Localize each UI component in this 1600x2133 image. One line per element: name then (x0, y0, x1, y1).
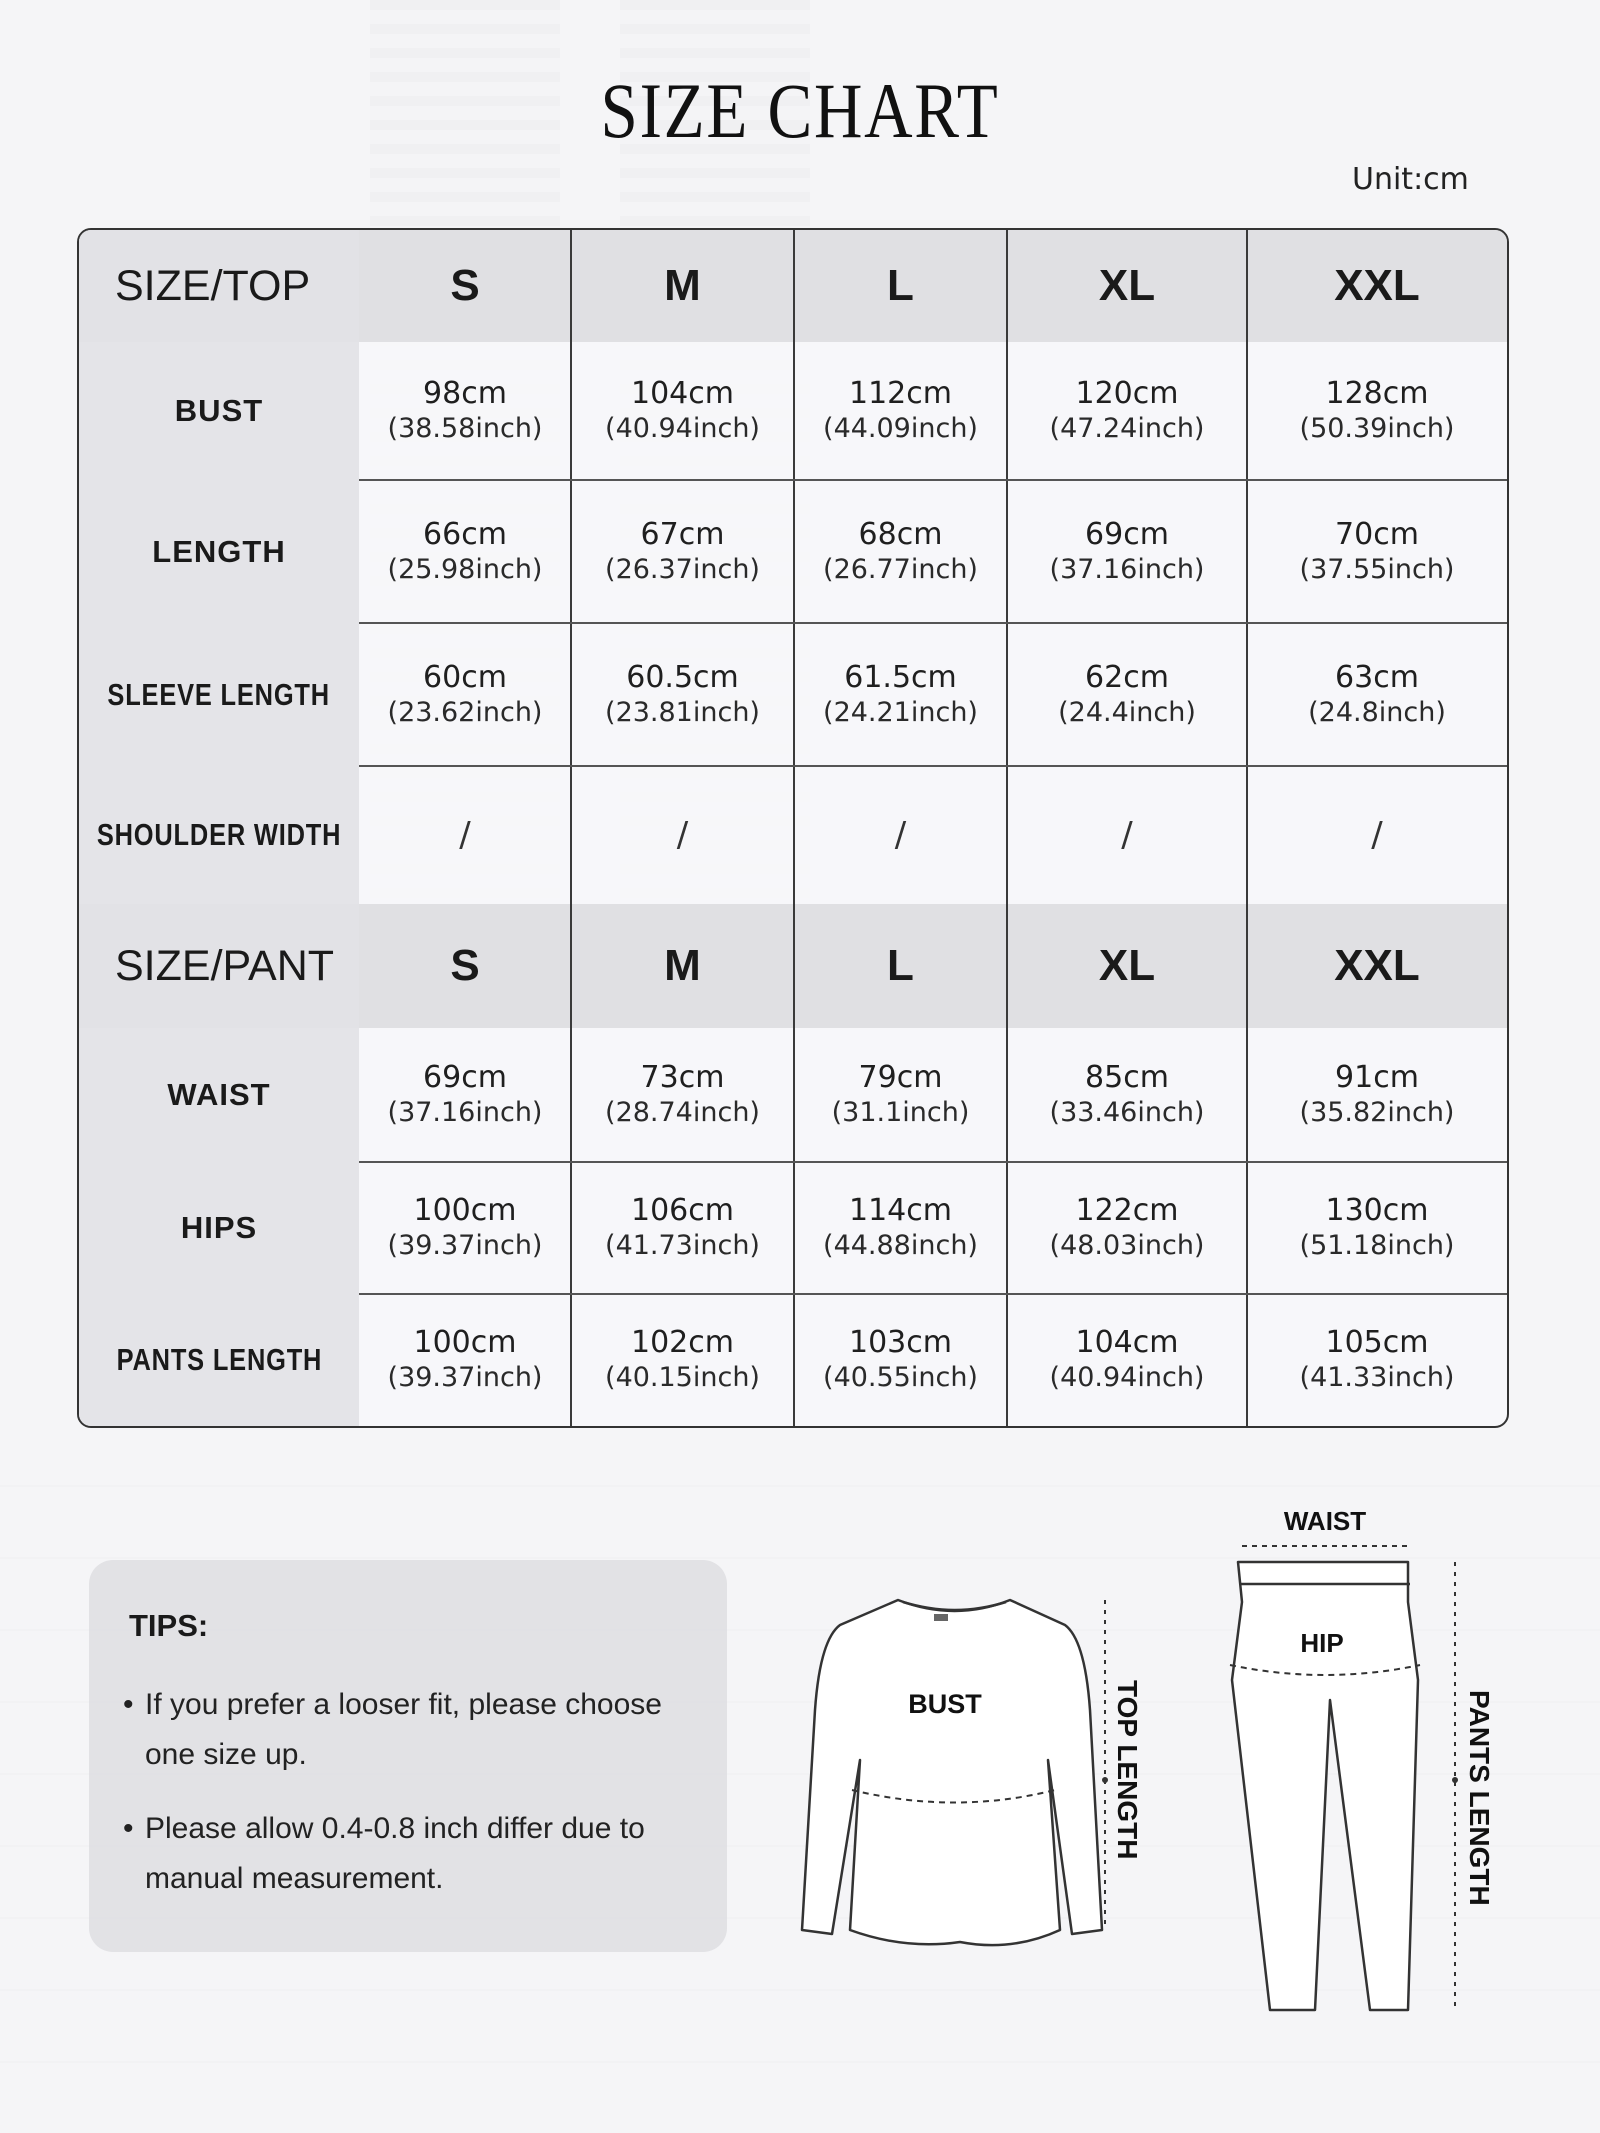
inch-value: (24.8inch) (1308, 696, 1446, 728)
inch-value: (40.15inch) (605, 1362, 760, 1393)
cm-value: 100cm (413, 1193, 517, 1228)
cm-value: 68cm (858, 516, 943, 552)
size-column-header (794, 904, 1007, 1028)
cm-value: 79cm (858, 1060, 943, 1095)
table-cell (794, 480, 1007, 623)
tip-item (123, 1804, 703, 1904)
cm-value: 114cm (849, 1193, 952, 1228)
cm-value: 67cm (640, 516, 725, 552)
measurement-label (79, 623, 359, 766)
inch-value: (26.37inch) (605, 553, 760, 585)
table-cell (571, 1028, 794, 1162)
measurement-label (79, 342, 359, 480)
cm-value: 60cm (423, 659, 507, 695)
measurement-label-text: HIPS (180, 1210, 258, 1245)
table-cell (794, 623, 1007, 766)
cm-value: 100cm (413, 1325, 517, 1360)
cm-value: 63cm (1335, 659, 1419, 695)
inch-value: (44.09inch) (823, 413, 978, 444)
table-cell (1007, 342, 1247, 480)
table-cell (571, 623, 794, 766)
shirt-icon (802, 1600, 1102, 1945)
cm-value: 98cm (423, 376, 507, 411)
size-column-header (571, 230, 794, 342)
cm-value: 73cm (640, 1060, 725, 1095)
measurement-label (79, 1162, 359, 1294)
inch-value: (25.98inch) (387, 553, 543, 585)
table-cell (571, 1162, 794, 1294)
size-header-label (79, 230, 359, 342)
inch-value: (31.1inch) (831, 1097, 970, 1128)
top-length-marker (1102, 1777, 1108, 1783)
table-cell (794, 766, 1007, 904)
column-divider (1006, 230, 1008, 1426)
inch-value: (50.39inch) (1299, 413, 1455, 444)
column-divider (793, 230, 795, 1426)
table-cell (359, 1028, 571, 1162)
cm-value: 130cm (1325, 1193, 1429, 1228)
tip-text: If you prefer a looser fit, please choose one size up. (145, 1688, 662, 1771)
table-cell (1247, 1294, 1507, 1426)
waist-label: WAIST (1283, 1506, 1367, 1536)
cm-value: 60.5cm (626, 659, 739, 695)
not-applicable-mark: / (1121, 815, 1133, 855)
not-applicable-mark: / (676, 815, 689, 855)
table-cell (1007, 1028, 1247, 1162)
pants-length-label: PANTS LENGTH (1464, 1690, 1495, 1906)
measurement-label (79, 1028, 359, 1162)
table-cell (794, 1294, 1007, 1426)
measurement-label-text: PANTS LENGTH (116, 1342, 322, 1377)
row-divider (359, 1293, 1507, 1295)
row-divider (359, 622, 1507, 624)
inch-value: (37.55inch) (1299, 553, 1455, 585)
measurement-label (79, 480, 359, 623)
pants-length-marker (1452, 1777, 1458, 1783)
table-cell (571, 342, 794, 480)
tips-box (89, 1560, 727, 1952)
table-cell (1007, 480, 1247, 623)
measurement-label-text: LENGTH (152, 533, 286, 569)
table-cell (1247, 766, 1507, 904)
inch-value: (23.62inch) (387, 696, 543, 728)
size-label: L (887, 261, 914, 310)
hip-label: HIP (1300, 1628, 1344, 1658)
inch-value: (41.33inch) (1299, 1362, 1455, 1393)
not-applicable-mark: / (459, 815, 471, 855)
measurement-label-text: SLEEVE LENGTH (107, 676, 331, 712)
cm-value: 112cm (849, 376, 952, 411)
garment-measurement-diagram (780, 1490, 1540, 2030)
cm-value: 61.5cm (844, 659, 957, 695)
table-cell (359, 480, 571, 623)
inch-value: (23.81inch) (605, 696, 760, 728)
cm-value: 104cm (1075, 1325, 1179, 1360)
unit-label: Unit:cm (1352, 162, 1469, 197)
cm-value: 91cm (1335, 1060, 1419, 1095)
table-cell (359, 1162, 571, 1294)
measurement-label-text: SHOULDER WIDTH (96, 817, 342, 852)
table-cell (571, 480, 794, 623)
cm-value: 104cm (631, 376, 734, 411)
cm-value: 128cm (1325, 376, 1429, 411)
column-divider (1246, 230, 1248, 1426)
cm-value: 62cm (1085, 659, 1169, 695)
size-column-header (1007, 904, 1247, 1028)
cm-value: 106cm (631, 1193, 734, 1228)
table-cell (1007, 766, 1247, 904)
size-column-header (359, 230, 571, 342)
table-cell (1007, 1162, 1247, 1294)
bullet-icon: • (123, 1688, 134, 1721)
size-label: S (450, 941, 480, 990)
cm-value: 103cm (849, 1325, 952, 1360)
size-header-text: SIZE/PANT (115, 941, 335, 990)
table-cell (1247, 342, 1507, 480)
size-label: XL (1098, 261, 1156, 310)
measurement-label (79, 1294, 359, 1426)
cm-value: 70cm (1335, 516, 1419, 552)
inch-value: (38.58inch) (387, 413, 543, 444)
table-cell (1247, 1028, 1507, 1162)
inch-value: (33.46inch) (1049, 1097, 1205, 1128)
size-column-header (1007, 230, 1247, 342)
row-divider (359, 1161, 1507, 1163)
cm-value: 122cm (1075, 1193, 1179, 1228)
column-divider (570, 230, 572, 1426)
size-label: S (450, 261, 480, 310)
size-chart-table (77, 228, 1509, 1428)
size-label: M (664, 941, 701, 990)
measurement-label-text: BUST (174, 393, 264, 428)
cm-value: 120cm (1075, 376, 1179, 411)
inch-value: (24.4inch) (1058, 696, 1196, 728)
inch-value: (41.73inch) (605, 1230, 760, 1261)
cm-value: 69cm (1085, 516, 1169, 552)
inch-value: (44.88inch) (823, 1230, 978, 1261)
inch-value: (48.03inch) (1049, 1230, 1205, 1261)
table-cell (359, 766, 571, 904)
size-label: XXL (1334, 261, 1420, 310)
inch-value: (47.24inch) (1049, 413, 1205, 444)
size-label: M (664, 261, 701, 310)
size-column-header (1247, 230, 1507, 342)
row-divider (359, 479, 1507, 481)
inch-value: (37.16inch) (387, 1097, 543, 1128)
cm-value: 85cm (1085, 1060, 1169, 1095)
page-title: SIZE CHART (600, 67, 1000, 154)
table-cell (794, 342, 1007, 480)
inch-value: (35.82inch) (1299, 1097, 1455, 1128)
inch-value: (51.18inch) (1299, 1230, 1455, 1261)
size-column-header (1247, 904, 1507, 1028)
bullet-icon: • (123, 1812, 134, 1845)
size-label: XL (1098, 941, 1156, 990)
top-length-label: TOP LENGTH (1112, 1680, 1143, 1860)
tip-item (123, 1680, 703, 1780)
tips-title: TIPS: (129, 1608, 209, 1643)
inch-value: (37.16inch) (1049, 553, 1205, 585)
row-divider (359, 765, 1507, 767)
table-cell (1247, 1162, 1507, 1294)
size-column-header (794, 230, 1007, 342)
inch-value: (40.55inch) (823, 1362, 978, 1393)
size-column-header (571, 904, 794, 1028)
measurement-label (79, 766, 359, 904)
table-cell (359, 1294, 571, 1426)
table-cell (359, 623, 571, 766)
table-cell (1007, 1294, 1247, 1426)
bust-label: BUST (908, 1689, 982, 1719)
inch-value: (40.94inch) (1049, 1362, 1205, 1393)
inch-value: (26.77inch) (823, 553, 978, 585)
table-cell (794, 1028, 1007, 1162)
measurement-label-text: WAIST (167, 1077, 271, 1112)
inch-value: (39.37inch) (387, 1362, 543, 1393)
not-applicable-mark: / (894, 815, 907, 855)
table-cell (1247, 480, 1507, 623)
inch-value: (24.21inch) (823, 696, 978, 728)
tip-text: Please allow 0.4-0.8 inch differ due to manual measurement. (145, 1812, 645, 1895)
size-label: XXL (1334, 941, 1420, 990)
table-cell (1007, 623, 1247, 766)
inch-value: (39.37inch) (387, 1230, 543, 1261)
cm-value: 102cm (631, 1325, 734, 1360)
table-cell (571, 766, 794, 904)
size-column-header (359, 904, 571, 1028)
cm-value: 66cm (423, 516, 507, 552)
not-applicable-mark: / (1371, 815, 1383, 855)
inch-value: (40.94inch) (605, 413, 760, 444)
size-label: L (887, 941, 914, 990)
cm-value: 69cm (423, 1060, 507, 1095)
inch-value: (28.74inch) (605, 1097, 760, 1128)
size-header-label (79, 904, 359, 1028)
table-cell (794, 1162, 1007, 1294)
cm-value: 105cm (1325, 1325, 1429, 1360)
table-cell (359, 342, 571, 480)
table-cell (571, 1294, 794, 1426)
size-header-text: SIZE/TOP (115, 261, 311, 310)
table-cell (1247, 623, 1507, 766)
